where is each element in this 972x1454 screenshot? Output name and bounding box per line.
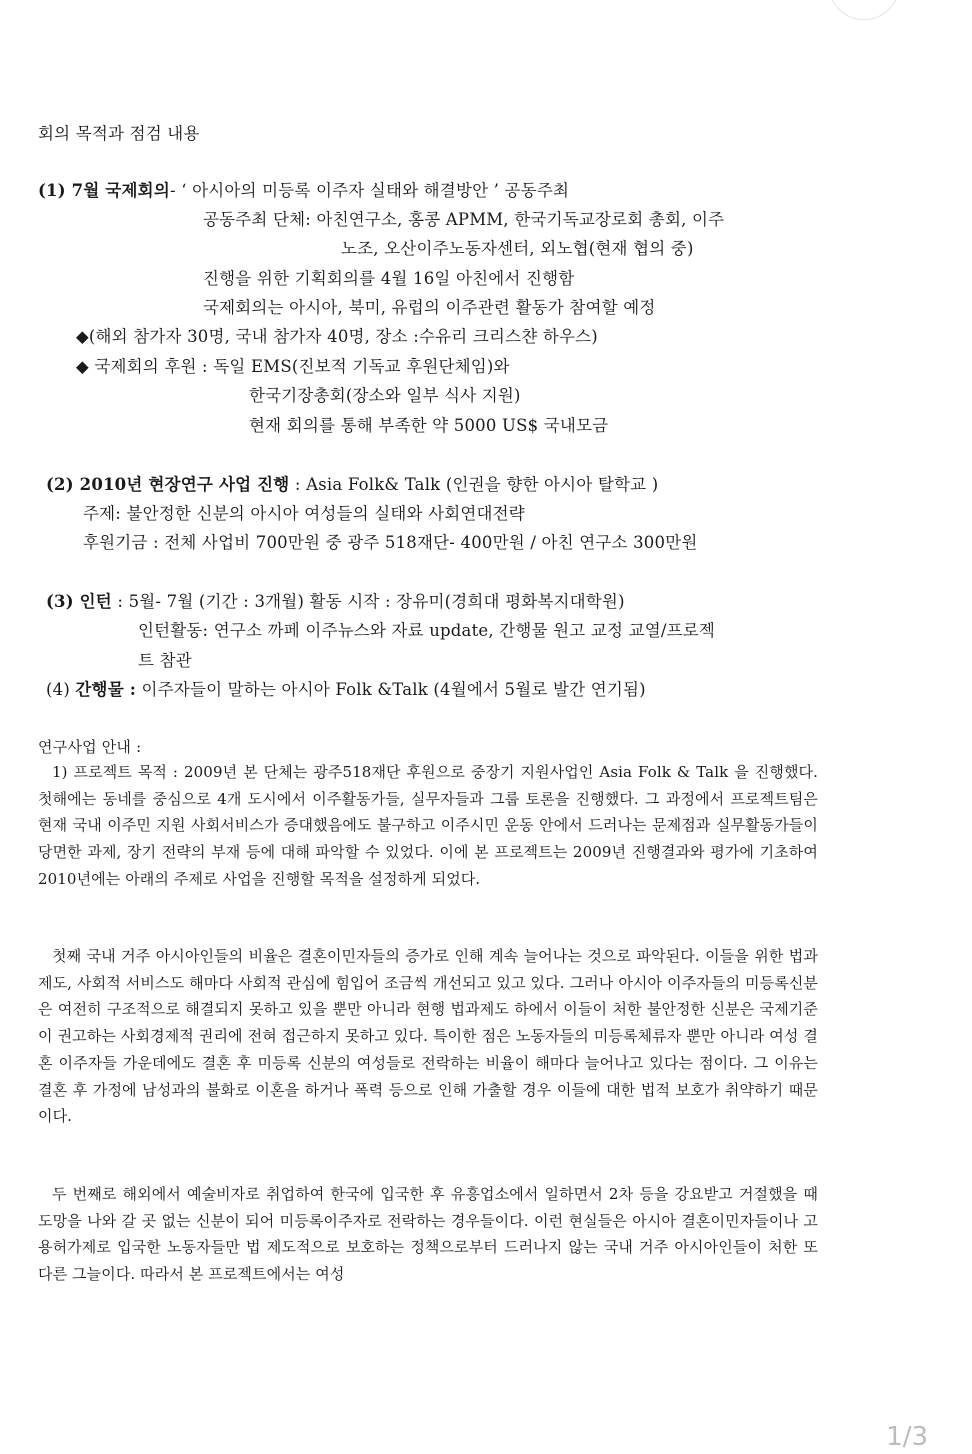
item2-theme: 주제: 불안정한 신분의 아시아 여성들의 실태와 사회연대전략 [83, 504, 525, 523]
item1-planning: 진행을 위한 기획회의를 4월 16일 아친에서 진행함 [203, 269, 575, 288]
item4-label: 간행물 : [75, 680, 137, 699]
item4-title: 이주자들이 말하는 아시아 Folk &Talk (4월에서 5월로 발간 연기됨) [136, 680, 646, 699]
section-heading: 회의 목적과 점검 내용 [38, 124, 200, 143]
item1-participants: 국제회의는 아시아, 북미, 유럽의 이주관련 활동가 참여할 예정 [203, 298, 656, 317]
item1-cohost-2: 노조, 오산이주노동자센터, 외노협(현재 협의 중) [341, 239, 694, 258]
item2-label: (2) 2010년 현장연구 사업 진행 [46, 475, 290, 494]
research-paragraph-3: 두 번째로 해외에서 예술비자로 취업하여 한국에 입국한 후 유흥업소에서 일하면서 2차 등을 강요받고 거절했을 때 도망을 나와 갈 곳 없는 신분이 되어 미등록이주자로 전락하는 경우들이다. 이런 현실들은 아시아 결혼이민자들이나 고용허가제로 입국한 노동자들만 법 제도적으로 보호하는 정책으로부터 드러나지 않는 국내 거주 아시아인들이 처한 또 다른 그늘이다. 따라서 본 프로젝트에서는 여성 [38, 1185, 818, 1284]
item3-activity-2: 트 참관 [138, 651, 192, 670]
item1-title: - ‘ 아시아의 미등록 이주자 실태와 해결방안 ’ 공동주최 [169, 181, 570, 200]
item3-title: : 5월- 7월 (기간 : 3개월) 활동 시작 : 장유미(경희대 평화복지대학원) [111, 592, 625, 611]
corner-button[interactable] [828, 0, 900, 20]
research-heading: 연구사업 안내 : [38, 738, 142, 756]
item1-cohost-1: 공동주최 단체: 아친연구소, 홍콩 APMM, 한국기독교장로회 총회, 이주 [203, 210, 725, 229]
item4-prefix: (4) [46, 680, 76, 699]
item1-sponsor-3: 현재 회의를 통해 부족한 약 5000 US$ 국내모금 [249, 416, 609, 435]
research-paragraph-2: 첫째 국내 거주 아시아인들의 비율은 결혼이민자들의 증가로 인해 계속 늘어나는 것으로 파악된다. 이들을 위한 법과 제도, 사회적 서비스도 해마다 사회적 관심에 힘입어 조금씩 개선되고 있고 있다. 그러나 아시아 이주자들의 미등록신분은 여전히 구조적으로 해결되지 못하고 있을 뿐만 아니라 현행 법과제도 하에서 이들이 처한 불안정한 신분은 국제기준이 권고하는 사회경제적 권리에 전혀 접근하지 못하고 있다. 특이한 점은 노동자들의 미등록체류자 뿐만 아니라 여성 결혼 이주자들 가운데에도 결혼 후 미등록 신분의 여성들로 전락하는 비율이 해마다 늘어나고 있다는 점이다. 그 이유는 결혼 후 가정에 남성과의 불화로 이혼을 하거나 폭력 등으로 인해 가출할 경우 이들에 대한 법적 보호가 취약하기 때문이다. [38, 947, 818, 1126]
item1-bullet-1: ◆(해외 참가자 30명, 국내 참가자 40명, 장소 :수유리 크리스챤 하우스) [76, 327, 598, 346]
research-paragraph-1: 1) 프로젝트 목적 : 2009년 본 단체는 광주518재단 후원으로 중장기 지원사업인 Asia Folk & Talk 을 진행했다. 첫해에는 동네를 중심으로 4개 도시에서 이주활동가들, 실무자들과 그룹 토론을 진행했다. 그 과정에서 프로젝트팀은 현재 국내 이주민 지원 사회서비스가 증대했음에도 불구하고 이주시민 운동 안에서 드러나는 문제점과 실무활동가들이 당면한 과제, 장기 전략의 부재 등에 대해 파악할 수 있었다. 이에 본 프로젝트는 2009년 진행결과와 평가에 기초하여 2010년에는 아래의 주제로 사업을 진행할 목적을 설정하게 되었다. [38, 763, 818, 888]
item3-activity-1: 인턴활동: 연구소 까페 이주뉴스와 자료 update, 간행물 원고 교정 교열/프로젝 [138, 621, 716, 640]
item2-line [46, 474, 658, 496]
page-counter: 1/3 [886, 1422, 928, 1452]
item4-line [46, 679, 646, 701]
item1-line [38, 180, 569, 202]
item1-label: (1) 7월 국제회의 [38, 181, 170, 200]
item2-fund: 후원기금 : 전체 사업비 700만원 중 광주 518재단- 400만원 / 아친 연구소 300만원 [83, 533, 698, 552]
item1-bullet-2: ◆ 국제회의 후원 : 독일 EMS(진보적 기독교 후원단체임)와 [76, 357, 510, 376]
item2-title: : Asia Folk& Talk (인권을 향한 아시아 탈학교 ) [289, 475, 659, 494]
item1-sponsor-2: 한국기장총회(장소와 일부 식사 지원) [249, 386, 521, 405]
item3-label: (3) 인턴 [46, 592, 112, 611]
item3-line [46, 591, 625, 613]
